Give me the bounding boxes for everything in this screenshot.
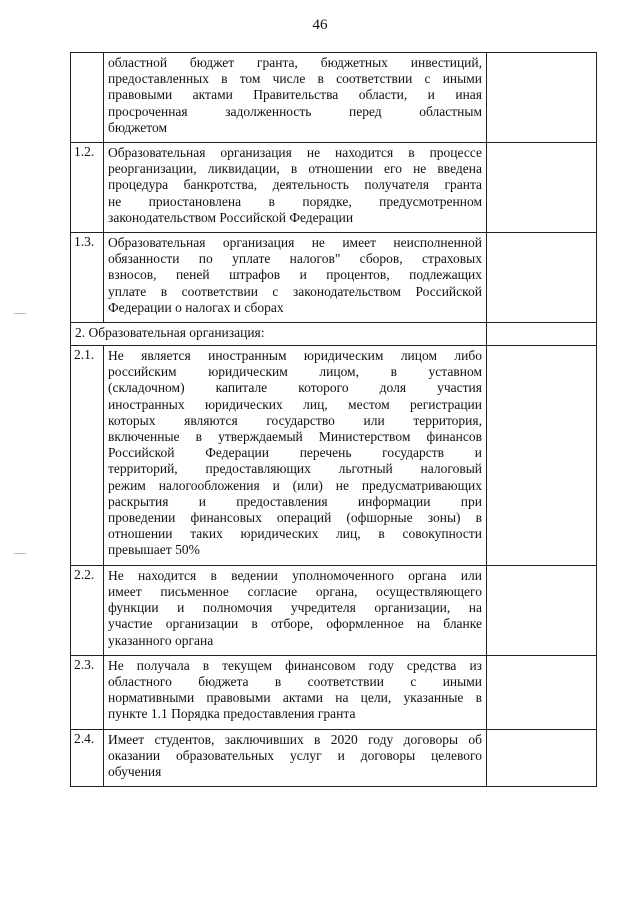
text-line: (складочном) капитале которого доля участия [108, 380, 482, 396]
table-row [71, 565, 597, 655]
text-line: функции и полномочия учредителя организации, на [108, 600, 482, 616]
text-line: реорганизации, ликвидации, в отношении его не введена [108, 161, 482, 177]
compliance-cell [487, 565, 597, 655]
item-text [104, 143, 487, 233]
text-line: проведении финансовых операций (офшорные зоны) в [108, 510, 482, 526]
compliance-cell [487, 233, 597, 323]
text-line: не приостановлена в порядке, предусмотренном [108, 193, 482, 209]
section-heading: 2. Образовательная организация: [71, 323, 487, 346]
text-line: имеет письменное согласие органа, осуществляющего [108, 583, 482, 599]
text-line: областного бюджета в соответствии с иными [108, 673, 482, 689]
text-line: Не находится в ведении уполномоченного органа или [108, 567, 482, 583]
margin-mark [14, 313, 26, 314]
text-line: участие организации в отборе, оформленное на бланке [108, 616, 482, 632]
text-line: областной бюджет гранта, бюджетных инвестиций, [108, 55, 482, 70]
text-line: превышает 50% [108, 542, 200, 558]
item-text [104, 655, 487, 729]
item-text [104, 346, 487, 566]
compliance-cell [487, 143, 597, 233]
item-number: 2.1. [71, 346, 104, 566]
table-row [71, 729, 597, 787]
table-row [71, 143, 597, 233]
text-line: обучения [108, 763, 162, 779]
item-number [71, 53, 104, 143]
text-line: раскрытия и предоставления информации при [108, 493, 482, 509]
table-row [71, 655, 597, 729]
text-line: оказании образовательных услуг и договоры целевого [108, 747, 482, 763]
text-line: указанного органа [108, 632, 214, 648]
item-text [104, 233, 487, 323]
requirements-table [70, 52, 597, 787]
item-number: 1.2. [71, 143, 104, 233]
item-number: 2.4. [71, 729, 104, 787]
compliance-cell [487, 323, 597, 346]
text-line: обязанности по уплате налогов" сборов, страховых [108, 251, 482, 267]
item-number: 2.3. [71, 655, 104, 729]
text-line: режим налогообложения и (или) не предусматривающих [108, 477, 482, 493]
compliance-cell [487, 53, 597, 143]
table-row [71, 233, 597, 323]
text-line: просроченная задолженность перед областным [108, 103, 482, 119]
text-line: Образовательная организация не имеет неисполненной [108, 235, 482, 251]
text-line: Не получала в текущем финансовом году средства из [108, 657, 482, 673]
text-line: нормативными правовыми актами на цели, указанные в [108, 690, 482, 706]
item-text [104, 565, 487, 655]
item-text [104, 729, 487, 787]
table-row [71, 323, 597, 346]
item-text [104, 53, 487, 143]
compliance-cell [487, 729, 597, 787]
table-row [71, 53, 597, 143]
text-line: отношении таких юридических лиц, в совокупности [108, 526, 482, 542]
text-line: Имеет студентов, заключивших в 2020 году договоры об [108, 731, 482, 747]
text-line: иностранных юридических лиц, местом регистрации [108, 396, 482, 412]
text-line: включенные в утверждаемый Министерством финансов [108, 429, 482, 445]
text-line: которых являются государство или территория, [108, 412, 482, 428]
text-line: пункте 1.1 Порядка предоставления гранта [108, 706, 356, 722]
text-line: территорий, предоставляющих льготный налоговый [108, 461, 482, 477]
text-line: процедура банкротства, деятельность получателя гранта [108, 177, 482, 193]
item-number: 2.2. [71, 565, 104, 655]
text-line: правовыми актами Правительства области, и иная [108, 87, 482, 103]
compliance-cell [487, 655, 597, 729]
item-number: 1.3. [71, 233, 104, 323]
text-line: Российской Федерации перечень государств и [108, 445, 482, 461]
text-line: уплате в соответствии с законодательством Российской [108, 283, 482, 299]
text-line: бюджетом [108, 119, 168, 135]
text-line: Не является иностранным юридическим лицом либо [108, 348, 482, 364]
text-line: предоставленных в том числе в соответствии с иными [108, 71, 482, 87]
table-row [71, 346, 597, 566]
text-line: законодательством Российской Федерации [108, 209, 354, 225]
compliance-cell [487, 346, 597, 566]
margin-mark [14, 553, 26, 554]
text-line: взносов, пеней штрафов и процентов, подлежащих [108, 267, 482, 283]
text-line: Федерации о налогах и сборах [108, 299, 284, 315]
text-line: российским юридическим лицом, в уставном [108, 364, 482, 380]
page-number: 46 [312, 17, 328, 33]
text-line: Образовательная организация не находится в процессе [108, 145, 482, 161]
